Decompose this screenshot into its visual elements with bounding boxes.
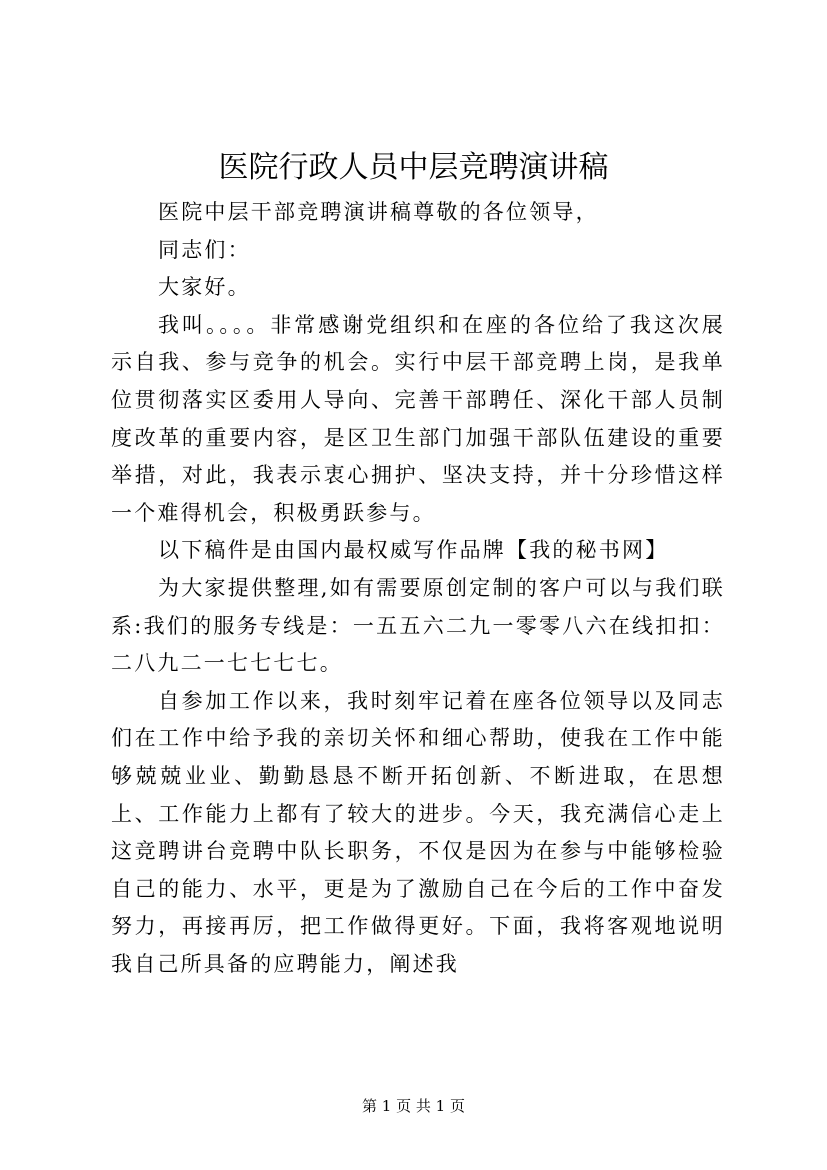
page-number-footer: 第 1 页 共 1 页: [362, 1097, 465, 1115]
paragraph-comrades: 同志们：: [158, 237, 251, 262]
paragraph-greeting: 大家好。: [158, 275, 251, 300]
paragraph-source-note: 以下稿件是由国内最权威写作品牌【我的秘书网】: [158, 538, 669, 563]
document-body: [111, 194, 725, 983]
document-title: 医院行政人员中层竞聘演讲稿: [218, 150, 609, 185]
paragraph-work-experience: 自参加工作以来，我时刻牢记着在座各位领导以及同志们在工作中给予我的亲切关怀和细心帮助，使我在工作中能够兢兢业业、勤勤恳恳不断开拓创新、不断进取，在思想上、工作能力上都有了较大的进步。今天，我充满信心走上这竞聘讲台竞聘中队长职务，不仅是因为在参与中能够检验自己的能力、水平，更是为了激励自己在今后的工作中奋发努力，再接再厉，把工作做得更好。下面，我将客观地说明我自己所具备的应聘能力，阐述我: [111, 688, 725, 976]
paragraph-contact-info: 为大家提供整理,如有需要原创定制的客户可以与我们联系:我们的服务专线是：一五五六二九一零零八六在线扣扣：二八九二一七七七七。: [111, 575, 725, 676]
paragraph-salutation: 医院中层干部竞聘演讲稿尊敬的各位领导，: [158, 200, 599, 224]
paragraph-introduction: 我叫。。。。非常感谢党组织和在座的各位给了我这次展示自我、参与竞争的机会。实行中层干部竞聘上岗，是我单位贯彻落实区委用人导向、完善干部聘任、深化干部人员制度改革的重要内容，是区卫生部门加强干部队伍建设的重要举措，对此，我表示衷心拥护、坚决支持，并十分珍惜这样一个难得机会，积极勇跃参与。: [111, 312, 725, 525]
